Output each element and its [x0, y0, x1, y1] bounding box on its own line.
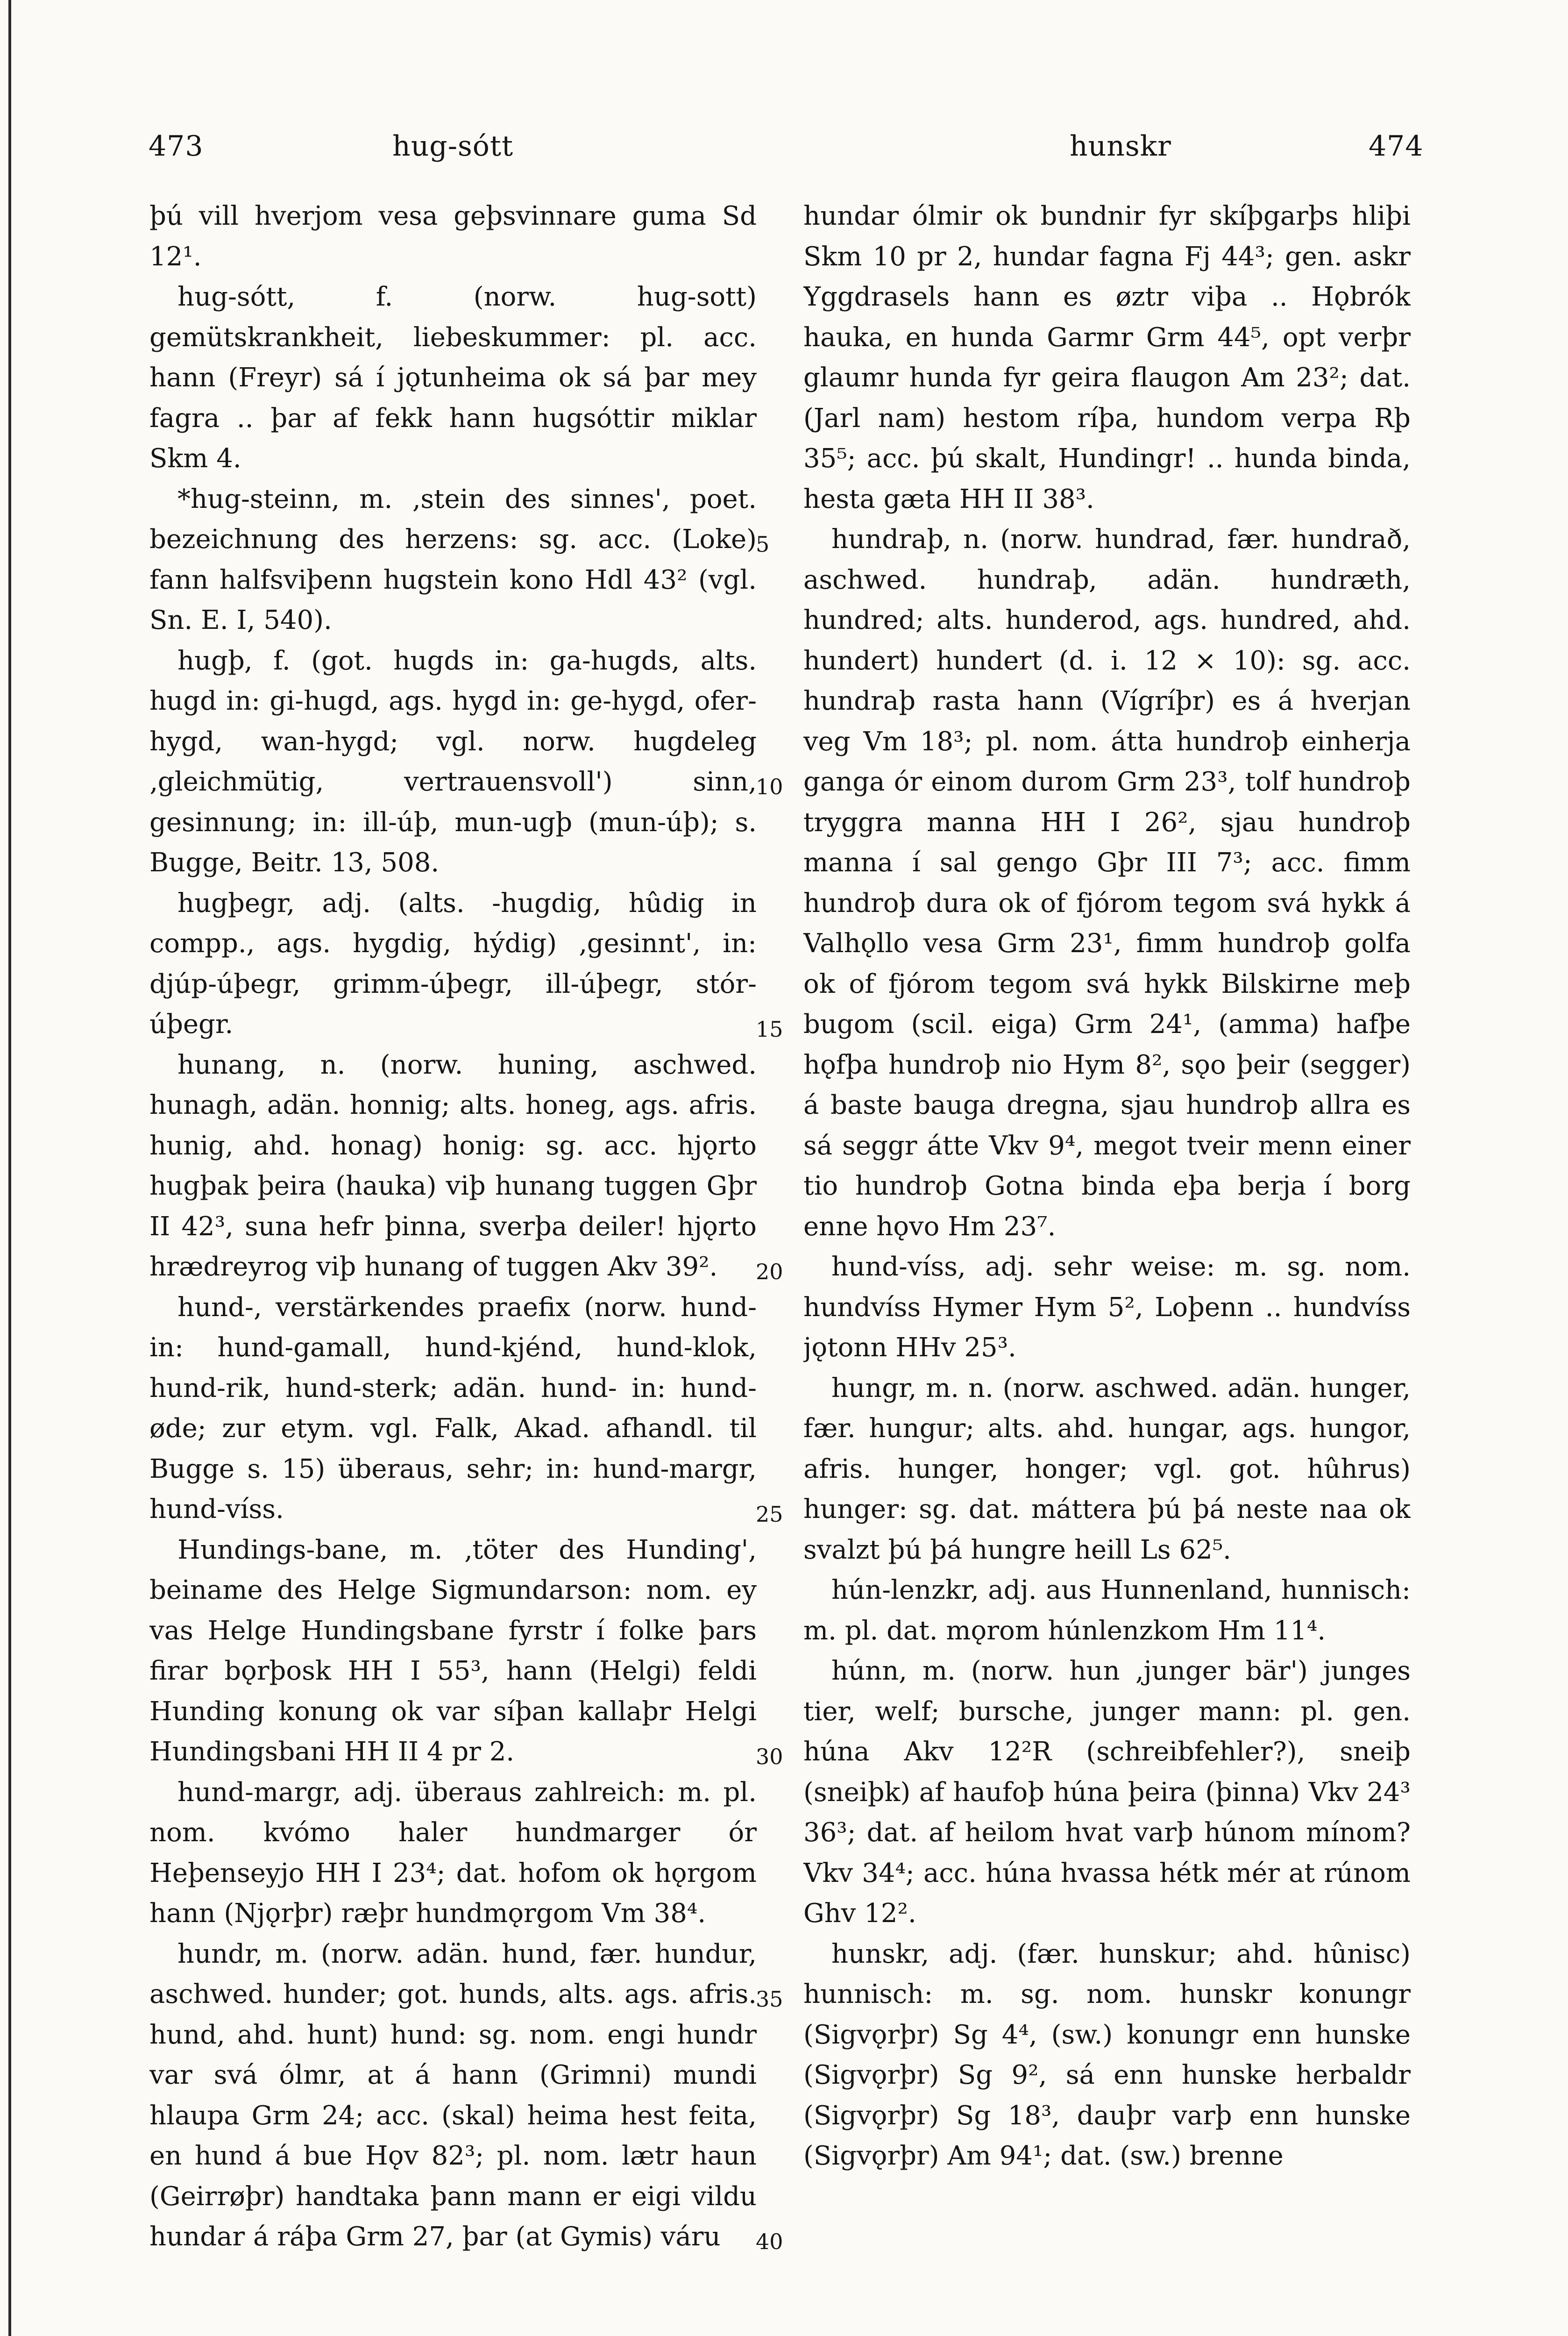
entry-hun-lenzkr: hún-lenzkr, adj. aus Hunnenland, hunnisch: m. pl. dat. mǫrom húnlenzkom Hm 11⁴.	[803, 1575, 1411, 1646]
margin-line-number: 20	[756, 1259, 783, 1284]
entry-hund-margr: hund-margr, adj. überaus zahlreich: m. pl. nom. kvómo haler hundmarger ór Heþenseyjo HH I 23⁴; dat. hofom ok hǫrgom hann (Njǫrþr) ræþr hundmǫrgom Vm 38⁴.	[149, 1777, 757, 1929]
margin-line-number: 40	[756, 2229, 783, 2254]
entry-hundings-bane: Hundings-bane, m. ‚töter des Hunding', beiname des Helge Sigmundarson: nom. ey vas Helge Hundingsbane fyrstr í folke þars firar bǫrþosk HH I 55³, hann (Helgi) feldi Hunding konung ok var síþan kallaþr Helgi Hundingsbani HH II 4 pr 2.	[149, 1534, 757, 1767]
left-column	[149, 196, 757, 2336]
margin-line-number: 35	[756, 1987, 783, 2012]
entry-hundr: hundr, m. (norw. adän. hund, fær. hundur, aschwed. hunder; got. hunds, alts. ags. afris. hund, ahd. hunt) hund: sg. nom. engi hundr var svá ólmr, at á hann (Grimni) mundi hlaupa Grm 24; acc. (skal) heima hest feita, en hund á bue Hǫv 82³; pl. nom. lætr haun (Geirrøþr) handtaka þann mann er eigi vildu hundar á ráþa Grm 27, þar (at Gymis) váru	[149, 1938, 757, 2252]
margin-line-number: 25	[756, 1502, 783, 1527]
running-header	[0, 130, 1568, 172]
entry-hunskr: hunskr, adj. (fær. hunskur; ahd. hûnisc) hunnisch: m. sg. nom. hunskr konungr (Sigvǫrþr) Sg 4⁴, (sw.) konungr enn hunske (Sigvǫrþr) Sg 9², sá enn hunske herbaldr (Sigvǫrþr) Sg 18³, dauþr varþ enn hunske (Sigvǫrþr) Am 94¹; dat. (sw.) brenne	[803, 1938, 1411, 2171]
margin-line-number: 5	[756, 532, 770, 557]
page-number-left: 473	[149, 130, 204, 163]
entry-hugthegr: hugþegr, adj. (alts. -hugdig, hûdig in compp., ags. hygdig, hýdig) ‚gesinnt', in: djúp-úþegr, grimm-úþegr, ill-úþegr, stór-úþegr.	[149, 888, 757, 1040]
entry-continuation: þú vill hverjom vesa geþsvinnare guma Sd 12¹.	[149, 201, 757, 272]
entry-hund-prefix: hund-, verstärkendes praefix (norw. hund- in: hund-gamall, hund-kjénd, hund-klok, hund-rik, hund-sterk; adän. hund- in: hund-øde; zur etym. vgl. Falk, Akad. afhandl. til Bugge s. 15) überaus, sehr; in: hund-margr, hund-víss.	[149, 1292, 757, 1524]
entry-hunang: hunang, n. (norw. huning, aschwed. hunagh, adän. honnig; alts. honeg, ags. afris. hunig, ahd. honag) honig: sg. acc. hjǫrto hugþak þeira (hauka) viþ hunang tuggen Gþr II 42³, suna hefr þinna, sverþa deiler! hjǫrto hrædreyrog viþ hunang of tuggen Akv 39².	[149, 1049, 757, 1282]
margin-line-number: 15	[756, 1017, 783, 1042]
entry-hunn: húnn, m. (norw. hun ‚junger bär') junges tier, welf; bursche, junger mann: pl. gen. húna Akv 12²R (schreibfehler?), sneiþ (sneiþk) af haufoþ húna þeira (þinna) Vkv 24³ 36³; dat. af heilom hvat varþ húnom mínom? Vkv 34⁴; acc. húna hvassa hétk mér at rúnom Ghv 12².	[803, 1656, 1411, 1929]
running-headword-left: hug-sótt	[392, 130, 514, 163]
entry-hund-viss: hund-víss, adj. sehr weise: m. sg. nom. hundvíss Hymer Hym 5², Loþenn .. hundvíss jǫtonn HHv 25³.	[803, 1252, 1411, 1363]
scan-margin-line	[8, 0, 11, 2336]
running-headword-right: hunskr	[1070, 130, 1171, 163]
right-column	[803, 196, 1411, 2336]
margin-line-number: 30	[756, 1744, 783, 1769]
entry-hug-steinn: *hug-steinn, m. ‚stein des sinnes', poet. bezeichnung des herzens: sg. acc. (Loke) fann halfsviþenn hugstein kono Hdl 43² (vgl. Sn. E. I, 540).	[149, 484, 757, 635]
entry-hungr: hungr, m. n. (norw. aschwed. adän. hunger, fær. hungur; alts. ahd. hungar, ags. hungor, afris. hunger, honger; vgl. got. hûhrus) hunger: sg. dat. máttera þú þá neste naa ok svalzt þú þá hungre heill Ls 62⁵.	[803, 1373, 1411, 1565]
entry-hugth: hugþ, f. (got. hugds in: ga-hugds, alts. hugd in: gi-hugd, ags. hygd in: ge-hygd, ofer-hygd, wan-hygd; vgl. norw. hugdeleg ‚gleichmütig, vertrauensvoll') sinn, gesinnung; in: ill-úþ, mun-ugþ (mun-úþ); s. Bugge, Beitr. 13, 508.	[149, 645, 757, 878]
page-number-right: 474	[1369, 130, 1424, 163]
line-number-gutter	[756, 196, 798, 2336]
margin-line-number: 10	[756, 774, 783, 799]
entry-continuation: hundar ólmir ok bundnir fyr skíþgarþs hliþi Skm 10 pr 2, hundar fagna Fj 44³; gen. askr Yggdrasels hann es øztr viþa .. Hǫbrók hauka, en hunda Garmr Grm 44⁵, opt verþr glaumr hunda fyr geira flaugon Am 23²; dat. (Jarl nam) hestom ríþa, hundom verpa Rþ 35⁵; acc. þú skalt, Hundingr! .. hunda binda, hesta gæta HH II 38³.	[803, 201, 1411, 514]
entry-hundrath: hundraþ, n. (norw. hundrad, fær. hundrað, aschwed. hundraþ, adän. hundræth, hundred; alts. hunderod, ags. hundred, ahd. hundert) hundert (d. i. 12 × 10): sg. acc. hundraþ rasta hann (Vígríþr) es á hverjan veg Vm 18³; pl. nom. átta hundroþ einherja ganga ór einom durom Grm 23³, tolf hundroþ tryggra manna HH I 26², sjau hundroþ manna í sal gengo Gþr III 7³; acc. fimm hundroþ dura ok of fjórom tegom svá hykk á Valhǫllo vesa Grm 23¹, fimm hundroþ golfa ok of fjórom tegom svá hykk Bilskirne meþ bugom (scil. eiga) Grm 24¹, (amma) hafþe hǫfþa hundroþ nio Hym 8², sǫo þeir (segger) á baste bauga dregna, sjau hundroþ allra es sá seggr átte Vkv 9⁴, megot tveir menn einer tio hundroþ Gotna binda eþa berja í borg enne hǫvo Hm 23⁷.	[803, 524, 1411, 1242]
entry-hug-sott: hug-sótt, f. (norw. hug-sott) gemütskrankheit, liebeskummer: pl. acc. hann (Freyr) sá í jǫtunheima ok sá þar mey fagra .. þar af fekk hann hugsóttir miklar Skm 4.	[149, 282, 757, 474]
